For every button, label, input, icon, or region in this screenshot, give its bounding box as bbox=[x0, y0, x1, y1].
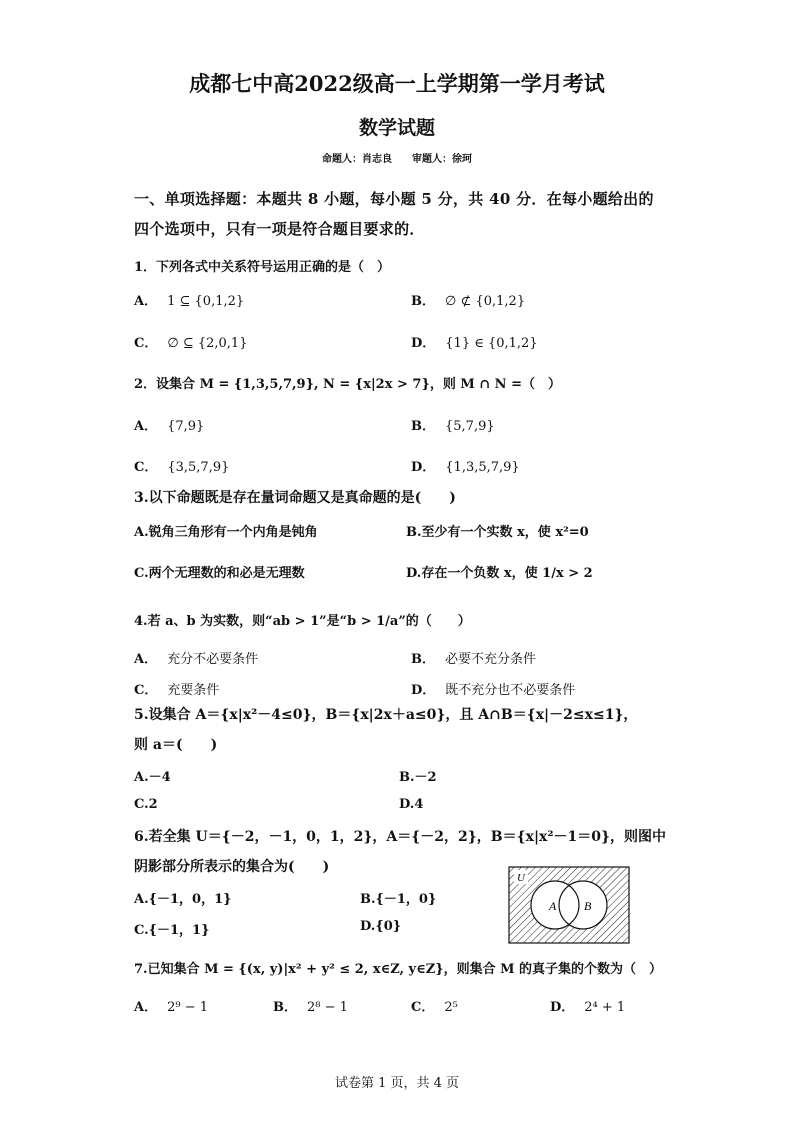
venn-label-b: B bbox=[584, 899, 592, 913]
question-3-stem: 3.以下命题既是存在量词命题又是真命题的是( ) bbox=[134, 490, 456, 506]
q5-option-d: D.4 bbox=[399, 797, 424, 812]
section-heading-line2: 四个选项中，只有一项是符合题目要求的． bbox=[134, 220, 425, 238]
q7-option-c: C． 2⁵ bbox=[411, 1000, 458, 1015]
q7-option-a: A． 2⁹ − 1 bbox=[134, 1000, 209, 1015]
venn-diagram bbox=[508, 866, 630, 944]
q4-option-a: A． 充分不必要条件 bbox=[134, 652, 259, 667]
q7-option-b: B． 2⁸ − 1 bbox=[273, 1000, 348, 1015]
q3-option-a: A.锐角三角形有一个内角是钝角 bbox=[134, 525, 318, 540]
question-7-stem: 7.已知集合 M = {(x, y)|x² + y² ≤ 2, x∈Z, y∈Z}，则集合 M 的真子集的个数为（ ） bbox=[134, 962, 663, 977]
q3-option-b: B.至少有一个实数 x，使 x²=0 bbox=[406, 525, 589, 540]
question-2-stem: 2．设集合 M = {1,3,5,7,9}, N = {x|2x > 7}，则 M ∩ N =（ ） bbox=[134, 377, 561, 392]
exam-title: 成都七中高2022级高一上学期第一学月考试 bbox=[189, 71, 605, 96]
q6-option-c: C.{－1，1} bbox=[134, 923, 210, 938]
exam-subtitle: 数学试题 bbox=[358, 117, 435, 139]
page-footer: 试卷第 1 页，共 4 页 bbox=[334, 1076, 460, 1091]
q1-option-b: B． ∅ ⊄ {0,1,2} bbox=[411, 294, 526, 309]
venn-label-a: A bbox=[549, 899, 557, 913]
q2-option-b: B． {5,7,9} bbox=[411, 419, 495, 434]
q4-option-b: B． 必要不充分条件 bbox=[411, 652, 537, 667]
question-5-stem-cont: 则 a＝( ) bbox=[134, 737, 218, 753]
q3-option-d: D.存在一个负数 x，使 1/x > 2 bbox=[406, 566, 593, 581]
exam-authors: 命题人：肖志良 审题人：徐珂 bbox=[322, 154, 472, 165]
q5-option-b: B.－2 bbox=[399, 770, 437, 785]
question-5-stem: 5.设集合 A＝{x|x²－4≤0}，B＝{x|2x＋a≤0}，且 A∩B＝{x|－2≤x≤1}， bbox=[134, 707, 638, 723]
q5-option-c: C.2 bbox=[134, 797, 158, 812]
q6-option-b: B.{－1，0} bbox=[360, 892, 437, 907]
q7-option-d: D． 2⁴ + 1 bbox=[550, 1000, 626, 1015]
question-1-stem: 1．下列各式中关系符号运用正确的是（ ） bbox=[134, 260, 391, 275]
q6-option-a: A.{－1，0，1} bbox=[134, 892, 232, 907]
q2-option-d: D． {1,3,5,7,9} bbox=[411, 460, 520, 475]
q1-option-d: D． {1} ∈ {0,1,2} bbox=[411, 336, 538, 351]
venn-label-u: U bbox=[517, 872, 525, 884]
question-4-stem: 4.若 a、b 为实数，则“ab > 1”是“b > 1/a”的（ ） bbox=[134, 614, 471, 629]
q3-option-c: C.两个无理数的和必是无理数 bbox=[134, 566, 305, 581]
q4-option-d: D． 既不充分也不必要条件 bbox=[411, 683, 576, 698]
q6-option-d: D.{0} bbox=[360, 919, 402, 934]
q4-option-c: C． 充要条件 bbox=[134, 683, 220, 698]
question-6-stem: 6.若全集 U＝{－2，－1，0，1，2}，A＝{－2，2}，B＝{x|x²－1＝0}，则图中 bbox=[134, 829, 666, 845]
q2-option-a: A． {7,9} bbox=[134, 419, 205, 434]
question-6-stem-cont: 阴影部分所表示的集合为( ) bbox=[134, 859, 330, 875]
q1-option-c: C． ∅ ⊆ {2,0,1} bbox=[134, 336, 248, 351]
q5-option-a: A.－4 bbox=[134, 770, 171, 785]
q1-option-a: A． 1 ⊆ {0,1,2} bbox=[134, 294, 245, 309]
section-heading-line1: 一、单项选择题：本题共 8 小题，每小题 5 分，共 40 分．在每小题给出的 bbox=[134, 190, 654, 208]
q2-option-c: C． {3,5,7,9} bbox=[134, 460, 230, 475]
